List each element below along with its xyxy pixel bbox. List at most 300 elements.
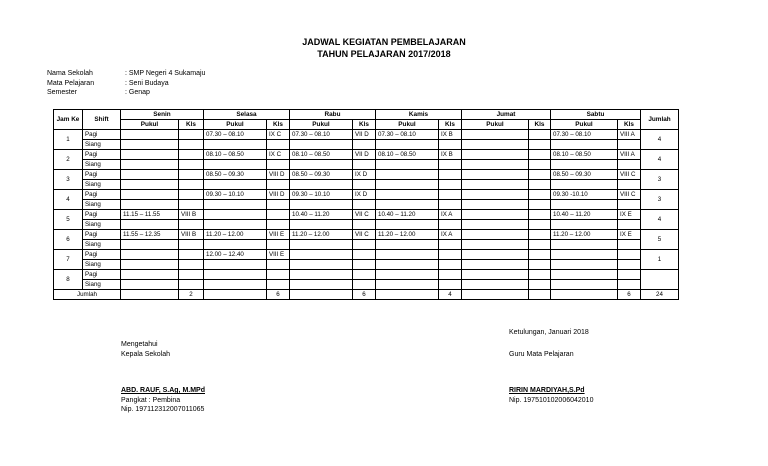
empty-cell [204,200,267,210]
time-cell [121,250,179,260]
empty-cell [376,280,439,290]
empty-cell [439,260,462,270]
class-cell [179,270,204,280]
empty-cell [551,280,618,290]
empty-cell [462,280,529,290]
headmaster-title: Kepala Sekolah [121,350,171,358]
empty-cell [551,180,618,190]
header-kls: Kls [353,120,376,130]
class-cell [267,270,290,280]
info-row-school [47,69,205,79]
total-value: 6 [353,290,376,300]
class-cell [618,270,641,280]
empty-cell [376,200,439,210]
empty-cell [204,160,267,170]
empty-cell [267,140,290,150]
time-cell: 11.20 – 12.00 [290,230,353,240]
time-cell [462,170,529,180]
empty-cell [121,180,179,190]
table-row [54,140,679,150]
headmaster-signature [121,386,205,415]
empty-cell [439,180,462,190]
class-cell: IX B [439,150,462,160]
empty-cell [290,180,353,190]
time-cell: 10.40 – 11.20 [551,210,618,220]
total-value: 4 [439,290,462,300]
class-cell: IX D [353,170,376,180]
empty-cell [204,140,267,150]
class-cell: VII C [353,230,376,240]
class-cell: IX A [439,230,462,240]
empty-cell [551,260,618,270]
shift-pagi-cell: Pagi [83,170,121,180]
class-cell: IX C [267,130,290,140]
empty-cell [290,220,353,230]
table-row [54,200,679,210]
header-day: Jumat [462,110,551,120]
time-cell [376,270,439,280]
shift-pagi-cell: Pagi [83,230,121,240]
shift-siang-cell: Siang [83,260,121,270]
total-value: 2 [179,290,204,300]
empty-cell [529,160,551,170]
class-cell: VIII B [179,230,204,240]
total-label: Jumlah [54,290,121,300]
empty-cell [551,220,618,230]
class-cell [529,190,551,200]
total-value: 6 [267,290,290,300]
jumlah-cell: 5 [641,230,679,250]
class-cell: IX E [618,210,641,220]
header-day: Sabtu [551,110,641,120]
class-cell [529,230,551,240]
empty-cell [290,240,353,250]
headmaster-rank: Pangkat : Pembina [121,396,181,404]
class-cell [179,190,204,200]
table-row [54,250,679,260]
empty-cell [179,180,204,190]
empty-cell [267,180,290,190]
time-cell: 10.40 – 11.20 [290,210,353,220]
class-cell: IX D [353,190,376,200]
header-pukul: Pukul [462,120,529,130]
empty-cell [529,280,551,290]
shift-siang-cell: Siang [83,280,121,290]
info-value: : Seni Budaya [125,79,169,87]
headmaster-name: ABD. RAUF, S.Ag, M.MPd [121,387,205,394]
class-cell [179,150,204,160]
class-cell [439,250,462,260]
time-cell: 07.30 – 08.10 [290,130,353,140]
empty-cell [353,200,376,210]
empty-cell [529,220,551,230]
empty-cell [179,280,204,290]
class-cell: VII C [353,210,376,220]
empty-cell [439,140,462,150]
shift-pagi-cell: Pagi [83,210,121,220]
empty-cell [353,180,376,190]
empty-cell [121,220,179,230]
jumlah-cell: 4 [641,210,679,230]
header-kls: Kls [439,120,462,130]
empty-cell [179,220,204,230]
time-cell [551,250,618,260]
time-cell: 09.30 -10.10 [551,190,618,200]
empty-cell [290,200,353,210]
empty-cell [353,260,376,270]
empty-cell [376,290,439,300]
class-cell: VII D [353,130,376,140]
class-cell [618,250,641,260]
class-cell [529,250,551,260]
time-cell: 09.30 – 10.10 [204,190,267,200]
empty-cell [121,140,179,150]
jam-cell: 7 [54,250,83,270]
class-cell: VIII C [618,190,641,200]
time-cell [462,150,529,160]
time-cell [462,230,529,240]
empty-cell [618,260,641,270]
class-cell [439,190,462,200]
shift-siang-cell: Siang [83,160,121,170]
table-row [54,190,679,200]
page-subtitle: TAHUN PELAJARAN 2017/2018 [317,49,451,59]
time-cell: 12.00 – 12.40 [204,250,267,260]
empty-cell [618,140,641,150]
time-cell [462,270,529,280]
empty-cell [618,240,641,250]
header-jumlah: Jumlah [641,110,679,130]
empty-cell [462,200,529,210]
empty-cell [121,160,179,170]
header-kls: Kls [179,120,204,130]
header-pukul: Pukul [204,120,267,130]
empty-cell [376,260,439,270]
class-cell: VII D [353,150,376,160]
empty-cell [121,290,179,300]
table-row [54,150,679,160]
empty-cell [179,200,204,210]
shift-pagi-cell: Pagi [83,250,121,260]
place-date: Ketulungan, Januari 2018 [509,329,589,336]
time-cell: 07.30 – 08.10 [551,130,618,140]
empty-cell [529,240,551,250]
header-pukul: Pukul [290,120,353,130]
info-label: Nama Sekolah [47,70,93,77]
time-cell [204,270,267,280]
class-cell [439,170,462,180]
empty-cell [353,240,376,250]
jam-cell: 2 [54,150,83,170]
info-label: Semester [47,89,77,96]
empty-cell [179,140,204,150]
shift-pagi-cell: Pagi [83,190,121,200]
empty-cell [551,240,618,250]
table-row [54,230,679,240]
class-cell [529,270,551,280]
empty-cell [462,220,529,230]
shift-siang-cell: Siang [83,140,121,150]
empty-cell [529,200,551,210]
time-cell [462,250,529,260]
total-value: 6 [618,290,641,300]
class-cell [267,210,290,220]
empty-cell [439,220,462,230]
empty-cell [290,290,353,300]
time-cell: 11.20 – 12.00 [551,230,618,240]
empty-cell [529,260,551,270]
time-cell [376,190,439,200]
empty-cell [529,140,551,150]
header-jam: Jam Ke [54,110,83,130]
empty-cell [439,160,462,170]
empty-cell [462,160,529,170]
empty-cell [204,240,267,250]
header-day: Senin [121,110,204,120]
class-cell: IX E [618,230,641,240]
class-cell [179,250,204,260]
info-value: : Genap [125,89,150,96]
empty-cell [618,220,641,230]
jumlah-cell: 4 [641,150,679,170]
empty-cell [551,140,618,150]
time-cell [121,130,179,140]
grand-total: 24 [641,290,679,300]
empty-cell [290,280,353,290]
headmaster-nip: Nip. 197112312007011065 [121,406,205,413]
jumlah-cell: 1 [641,250,679,270]
jumlah-cell [641,270,679,290]
empty-cell [179,260,204,270]
class-cell [353,270,376,280]
time-cell: 11.20 – 12.00 [204,230,267,240]
total-row [54,290,679,300]
empty-cell [551,290,618,300]
header-pukul: Pukul [121,120,179,130]
empty-cell [618,280,641,290]
class-cell: VIII C [618,170,641,180]
class-cell: VIII A [618,150,641,160]
empty-cell [121,200,179,210]
empty-cell [439,280,462,290]
jam-cell: 4 [54,190,83,210]
jam-cell: 8 [54,270,83,290]
class-cell [529,210,551,220]
empty-cell [376,220,439,230]
table-row [54,240,679,250]
empty-cell [204,180,267,190]
empty-cell [462,180,529,190]
shift-pagi-cell: Pagi [83,130,121,140]
shift-siang-cell: Siang [83,220,121,230]
header-row-sub [54,120,679,130]
time-cell [121,190,179,200]
info-row-subject [47,79,205,89]
time-cell [376,170,439,180]
time-cell [121,270,179,280]
shift-pagi-cell: Pagi [83,150,121,160]
header-pukul: Pukul [376,120,439,130]
empty-cell [462,240,529,250]
jumlah-cell: 4 [641,130,679,150]
teacher-signature [509,386,593,405]
header-kls: Kls [618,120,641,130]
time-cell: 11.20 – 12.00 [376,230,439,240]
shift-siang-cell: Siang [83,240,121,250]
empty-cell [267,160,290,170]
total-value [529,290,551,300]
empty-cell [376,140,439,150]
time-cell: 07.30 – 08.10 [376,130,439,140]
empty-cell [439,240,462,250]
schedule-table [53,109,679,300]
table-row [54,210,679,220]
empty-cell [353,280,376,290]
table-row [54,220,679,230]
table-row [54,130,679,140]
empty-cell [267,280,290,290]
time-cell: 08.10 – 08.50 [551,150,618,160]
empty-cell [121,240,179,250]
empty-cell [121,280,179,290]
class-cell: IX B [439,130,462,140]
time-cell [290,270,353,280]
info-value: : SMP Negeri 4 Sukamaju [125,70,206,77]
approval-block [121,340,170,359]
header-day: Selasa [204,110,290,120]
empty-cell [290,160,353,170]
info-row-semester [47,88,205,98]
empty-cell [290,140,353,150]
empty-cell [204,220,267,230]
class-cell [179,130,204,140]
class-cell: VIII D [267,190,290,200]
header-day: Kamis [376,110,462,120]
time-cell: 09.30 – 10.10 [290,190,353,200]
table-row [54,260,679,270]
empty-cell [204,260,267,270]
time-cell [551,270,618,280]
table-row [54,170,679,180]
time-cell: 11.15 – 11.55 [121,210,179,220]
class-cell [529,170,551,180]
shift-siang-cell: Siang [83,200,121,210]
header-pukul: Pukul [551,120,618,130]
teacher-name: RIRIN MARDIYAH,S.Pd [509,387,585,394]
class-cell: VIII B [179,210,204,220]
empty-cell [551,160,618,170]
table-row [54,160,679,170]
time-cell: 08.50 – 09.30 [290,170,353,180]
class-cell [353,250,376,260]
empty-cell [121,260,179,270]
jumlah-cell: 3 [641,190,679,210]
time-cell: 10.40 – 11.20 [376,210,439,220]
empty-cell [353,140,376,150]
empty-cell [462,140,529,150]
class-cell: VIII D [267,170,290,180]
time-cell [462,190,529,200]
empty-cell [529,180,551,190]
time-cell: 07.30 – 08.10 [204,130,267,140]
class-cell: VIII E [267,250,290,260]
empty-cell [267,220,290,230]
time-cell: 08.10 – 08.50 [204,150,267,160]
class-cell: VIII A [618,130,641,140]
empty-cell [618,200,641,210]
teacher-title: Guru Mata Pelajaran [509,351,574,358]
shift-siang-cell: Siang [83,180,121,190]
empty-cell [179,240,204,250]
empty-cell [376,180,439,190]
table-row [54,180,679,190]
empty-cell [204,290,267,300]
table-row [54,280,679,290]
time-cell: 11.55 – 12.35 [121,230,179,240]
empty-cell [551,200,618,210]
school-info [47,69,205,98]
time-cell [121,170,179,180]
class-cell: IX C [267,150,290,160]
empty-cell [290,260,353,270]
class-cell [179,170,204,180]
empty-cell [353,220,376,230]
header-row-days [54,110,679,120]
empty-cell [462,260,529,270]
info-label: Mata Pelajaran [47,79,95,87]
empty-cell [353,160,376,170]
jam-cell: 6 [54,230,83,250]
teacher-nip: Nip. 197510102006042010 [509,396,594,404]
table-row [54,270,679,280]
empty-cell [618,180,641,190]
empty-cell [267,260,290,270]
jam-cell: 1 [54,130,83,150]
empty-cell [376,160,439,170]
class-cell [439,270,462,280]
time-cell: 08.10 – 08.50 [290,150,353,160]
header-kls: Kls [529,120,551,130]
jam-cell: 3 [54,170,83,190]
shift-pagi-cell: Pagi [83,270,121,280]
page-title: JADWAL KEGIATAN PEMBELAJARAN [302,37,466,47]
jumlah-cell: 3 [641,170,679,190]
empty-cell [462,290,529,300]
empty-cell [267,240,290,250]
class-cell: IX A [439,210,462,220]
empty-cell [376,240,439,250]
time-cell: 08.50 – 09.30 [551,170,618,180]
time-cell [290,250,353,260]
empty-cell [179,160,204,170]
empty-cell [439,200,462,210]
time-cell [376,250,439,260]
header-shift: Shift [83,110,121,130]
time-cell [462,130,529,140]
class-cell [529,150,551,160]
header-kls: Kls [267,120,290,130]
empty-cell [618,160,641,170]
empty-cell [267,200,290,210]
time-cell: 08.50 – 09.30 [204,170,267,180]
time-cell [121,150,179,160]
jam-cell: 5 [54,210,83,230]
class-cell [529,130,551,140]
header-day: Rabu [290,110,376,120]
time-cell [204,210,267,220]
empty-cell [204,280,267,290]
time-cell: 08.10 – 08.50 [376,150,439,160]
